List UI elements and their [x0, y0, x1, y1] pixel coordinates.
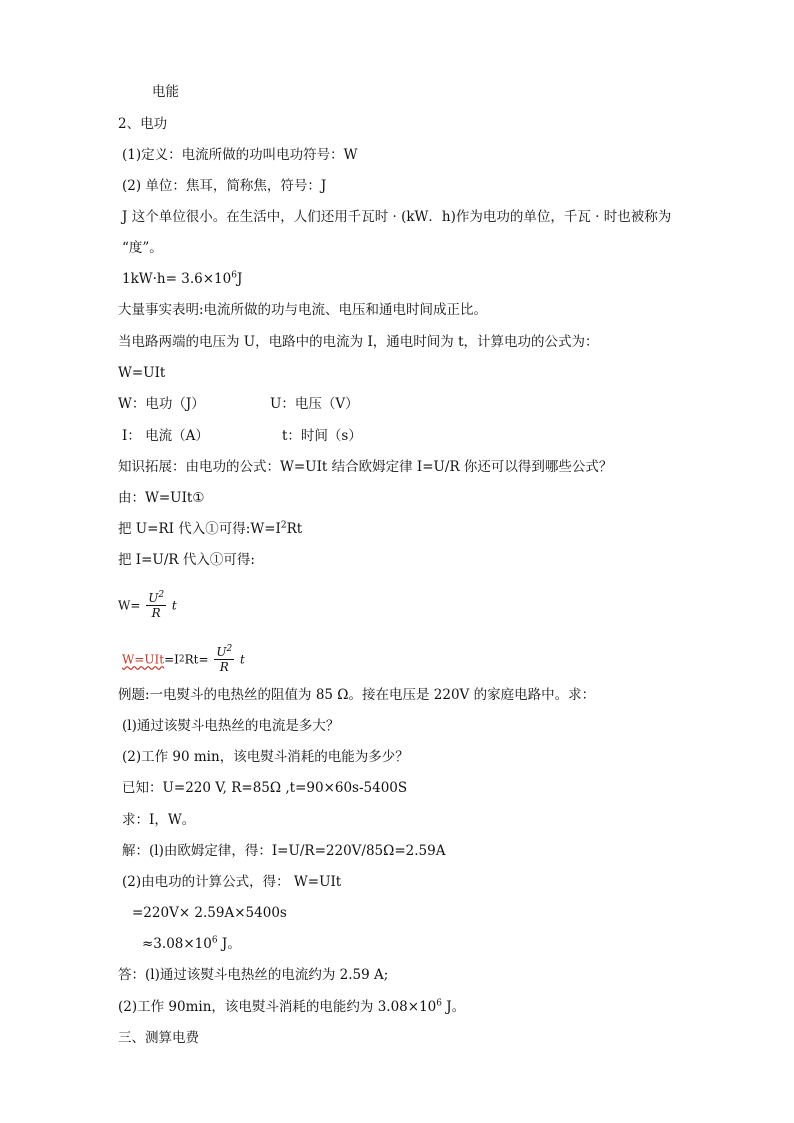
kwh-text-b: J: [236, 271, 243, 287]
solution-line-2: (2)由电功的计算公式，得： W=UIt: [122, 874, 342, 890]
ans2-text-a: (2)工作 90min，该电熨斗消耗的电能约为 3.08×10: [118, 999, 437, 1015]
section-2-title: 2、电功: [118, 116, 168, 132]
fraction-u2-over-r: [146, 591, 166, 620]
fraction-numerator: $U^2$: [148, 590, 165, 605]
heading-electric-energy: 电能: [152, 84, 179, 100]
question-1: (l)通过该熨斗电热丝的电流是多大？: [122, 718, 340, 734]
joule-note-line-1: J 这个单位很小。在生活中，人们还用千瓦时 · (kW．h)作为电功的单位，千瓦 · 时也被称为: [122, 209, 672, 225]
sub1-text-a: 把 U=RI 代入①可得:W=I: [118, 521, 281, 537]
combined-fraction-numerator: $U^2$: [216, 644, 233, 659]
solution-line-3: =220V× 2.59A×5400s: [132, 905, 287, 921]
sol4-text-a: ≈3.08×10: [142, 936, 212, 952]
sub1-exponent: 2: [280, 520, 287, 531]
known-values: 已知：U=220 V, R=85Ω ,t=90×60s-5400S: [122, 780, 408, 796]
combined-fraction-t: t: [240, 652, 245, 667]
ans2-text-b: J。: [441, 999, 466, 1015]
fact-line: 大量事实表明:电流所做的功与电流、电压和通电时间成正比。: [118, 302, 488, 318]
kwh-exponent: 6: [231, 270, 237, 281]
fraction-denominator: R: [151, 606, 161, 620]
formula-main: W=UIt: [118, 365, 166, 381]
variable-t: t：时间（s）: [282, 428, 362, 444]
variable-row-w-u: [118, 395, 538, 413]
variable-row-i-t: [122, 427, 542, 445]
formula-intro-line: 当电路两端的电压为 U，电路中的电流为 I，通电时间为 t，计算电功的公式为：: [118, 334, 599, 350]
combined-exponent: 2: [178, 654, 185, 665]
variable-w: W：电功（J）: [118, 396, 205, 412]
ans2-exponent: 6: [436, 998, 442, 1009]
combined-fraction-denominator: R: [219, 660, 229, 674]
solution-line-4: [142, 935, 241, 953]
knowledge-extension-line: 知识拓展：由电功的公式：W=UIt 结合欧姆定律 I=U/R 你还可以得到哪些公式？: [118, 459, 613, 475]
variable-i: I： 电流（A）: [122, 428, 209, 444]
sol4-exponent: 6: [211, 935, 218, 946]
variable-u: U：电压（V）: [270, 396, 359, 412]
sol4-text-b: J。: [217, 936, 241, 952]
section-3-title: 三、测算电费: [118, 1030, 199, 1046]
seek-values: 求：I，W。: [122, 812, 196, 828]
definition-line: (1)定义：电流所做的功叫电功符号：W: [122, 147, 358, 163]
joule-note-line-2: “度”。: [122, 240, 163, 256]
w-equals: W=: [118, 598, 141, 613]
substitution-line-1: [118, 520, 302, 538]
answer-line-2: [118, 998, 465, 1016]
solution-line-1: 解：(l)由欧姆定律，得：I=U/R=220V/85Ω=2.59A: [122, 843, 446, 859]
unit-line: (2) 单位：焦耳，简称焦，符号：J: [122, 178, 327, 194]
example-line: 例题:一电熨斗的电热丝的阻值为 85 Ω。接在电压是 220V 的家庭电路中。求：: [118, 687, 596, 703]
combined-fraction-u2-over-r: [214, 645, 234, 674]
fraction-t: t: [171, 598, 177, 613]
answer-line-1: 答：(l)通过该熨斗电热丝的电流约为 2.59 A;: [118, 967, 389, 983]
combined-eq-a: =I: [164, 652, 179, 667]
question-2: (2)工作 90 min，该电熨斗消耗的电能为多少？: [122, 749, 409, 765]
kwh-text-a: 1kW·h= 3.6×10: [122, 271, 232, 287]
from-formula-line: 由：W=UIt①: [118, 490, 205, 506]
fraction-formula-line: [118, 591, 177, 620]
combined-red-w-uit: W=UIt: [122, 652, 165, 667]
combined-eq-b: Rt=: [184, 652, 209, 667]
sub1-text-b: Rt: [286, 521, 303, 537]
kwh-conversion-line: [122, 270, 242, 288]
substitution-line-2: 把 I=U/R 代入①可得:: [118, 552, 255, 568]
combined-formula-line: [122, 645, 245, 674]
